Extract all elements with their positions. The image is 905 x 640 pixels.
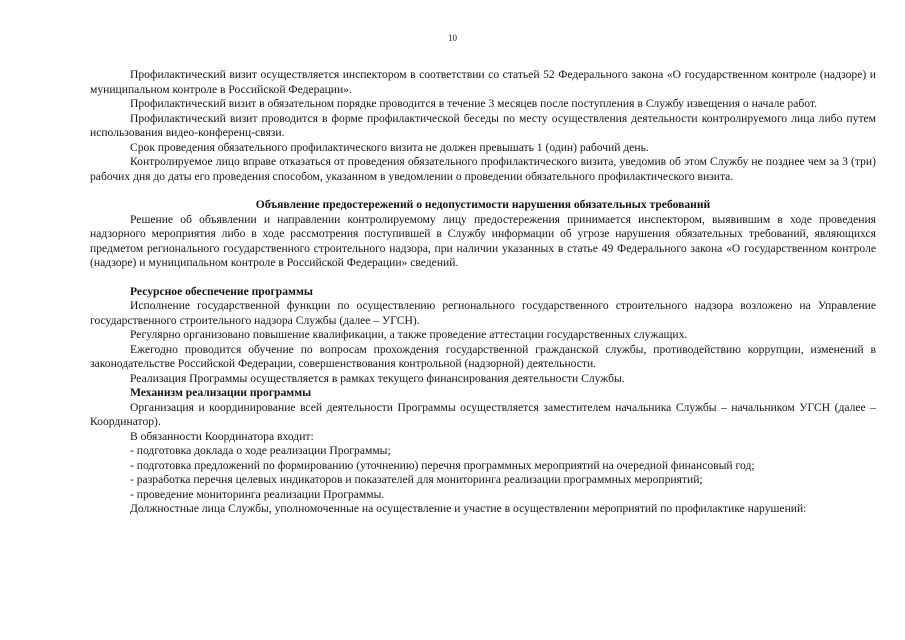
duties-list: [90, 444, 876, 502]
list-item: - разработка перечня целевых индикаторов и показателей для мониторинга реализации программных мероприятий;: [130, 473, 703, 486]
spacer: [90, 184, 876, 198]
paragraph: В обязанности Координатора входит:: [130, 429, 314, 443]
paragraph: Исполнение государственной функции по осуществлению регионального государственного строительного надзора возложено на Управление государственного строительного надзора Службы (далее – УГСН).: [90, 299, 876, 327]
paragraph: Решение об объявлении и направлении контролируемому лицу предостережения принимается инспектором, выявившим в ходе проведения надзорного мероприятия либо в ходе рассмотрения поступившей в Службу информации об угрозе нарушения обязательных требований, являющихся предметом регионального государственного строительного надзора, при наличии указанных в статье 49 Федерального закона «О государственном контроле (надзоре) и муниципальном контроле в Российской Федерации» сведений.: [90, 212, 876, 269]
page-number: 10: [448, 33, 457, 43]
list-item: - проведение мониторинга реализации Программы.: [130, 487, 385, 501]
list-item: - подготовка предложений по формированию (уточнению) перечня программных мероприятий на очередной финансовый год;: [130, 458, 755, 472]
spacer: [90, 271, 876, 285]
paragraph: Срок проведения обязательного профилактического визита не должен превышать 1 (один) рабочий день.: [130, 140, 649, 154]
section-heading-mechanism: Механизм реализации программы: [130, 386, 312, 399]
paragraph: Организация и координирование всей деятельности Программы осуществляется заместителем начальника Службы – начальником УГСН (далее – Координатор).: [90, 400, 876, 428]
section-heading-warnings: Объявление предостережений о недопустимости нарушения обязательных требований: [255, 198, 711, 211]
paragraph: Профилактический визит в обязательном порядке проводится в течение 3 месяцев после поступления в Службу извещения о начале работ.: [130, 97, 817, 110]
paragraph: Реализация Программы осуществляется в рамках текущего финансирования деятельности Службы.: [130, 371, 625, 385]
paragraph: Ежегодно проводится обучение по вопросам прохождения государственной гражданской службы, противодействию коррупции, изменений в законодательстве Российской Федерации, совершенствования контрольной (надзорной) деятельности.: [90, 342, 876, 370]
list-item: - подготовка доклада о ходе реализации Программы;: [130, 444, 391, 457]
section-heading-resources: Ресурсное обеспечение программы: [130, 284, 313, 298]
paragraph: Профилактический визит проводится в форме профилактической беседы по месту осуществления деятельности контролируемого лица либо путем использования видео-конференц-связи.: [90, 111, 876, 139]
document-body: [90, 68, 876, 517]
paragraph: Контролируемое лицо вправе отказаться от проведения обязательного профилактического визита, уведомив об этом Службу не позднее чем за 3 (три) рабочих дня до даты его проведения способом, указанном в уведомлении о проведении обязательного профилактического визита.: [90, 155, 876, 183]
paragraph: Профилактический визит осуществляется инспектором в соответствии со статьей 52 Федерального закона «О государственном контроле (надзоре) и муниципальном контроле в Российской Федерации».: [90, 68, 876, 96]
paragraph: Регулярно организовано повышение квалификации, а также проведение аттестации государственных служащих.: [130, 328, 688, 341]
paragraph: Должностные лица Службы, уполномоченные на осуществление и участие в осуществлении мероприятий по профилактике нарушений:: [130, 502, 807, 515]
